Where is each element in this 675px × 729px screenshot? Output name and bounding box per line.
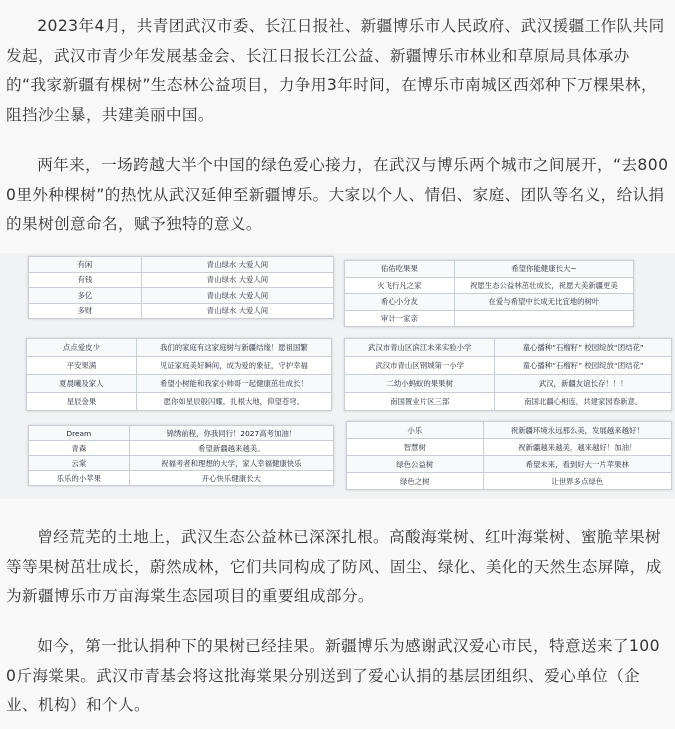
tree-name-cell: 多财 bbox=[29, 303, 142, 319]
tree-name-cell: 点点爱皮少 bbox=[27, 339, 137, 357]
tree-name-cell: Dream bbox=[29, 426, 130, 441]
tree-message-cell: 我们的家庭有这家庭树与新疆结缘！愿祖国繁 bbox=[136, 339, 331, 357]
tree-message-cell: 在爱与希望中长成无比宜地的树叶 bbox=[454, 294, 633, 311]
tree-name-cell: 有闲 bbox=[29, 257, 142, 273]
tree-name-cell: 审计一家亲 bbox=[345, 310, 455, 327]
tree-message-cell: 愿你如星辰般闪耀，扎根大地，仰望苍穹。 bbox=[136, 393, 331, 411]
table-row bbox=[29, 303, 334, 319]
tree-name-cell: 夏晨曦及家人 bbox=[27, 375, 137, 393]
article-paragraph-2: 两年来，一场跨越大半个中国的绿色爱心接力，在武汉与博乐两个城市之间展开，“去8000里外种棵树”的热忱从武汉延伸至新疆博乐。大家以个人、情侣、家庭、团队等名义，给认捐的果树创意命名，赋予独特的意义。 bbox=[6, 156, 669, 233]
tree-name-cell: 绿色之树 bbox=[347, 473, 484, 490]
tree-message-cell: 武汉，新疆友谊长存！！！ bbox=[495, 375, 672, 393]
tree-message-cell: 希望未来，看到好大一片苹果林 bbox=[483, 456, 672, 473]
table-row bbox=[345, 294, 634, 311]
table-row bbox=[27, 339, 332, 357]
table-row bbox=[345, 357, 672, 375]
tree-name-cell: 乐乐的小苹果 bbox=[29, 471, 130, 486]
tree-message-cell: 希望你能健康长大~ bbox=[454, 261, 633, 278]
tree-name-cell: 火飞行凡之家 bbox=[345, 277, 455, 294]
article-paragraph-3: 曾经荒芜的土地上，武汉生态公益林已深深扎根。高酸海棠树、红叶海棠树、蜜脆苹果树等等果树茁壮成长，蔚然成林，它们共同构成了防风、固尘、绿化、美化的天然生态屏障，成为新疆博乐市万亩海棠生态园项目的重要组成部分。 bbox=[6, 528, 662, 605]
tree-message-cell: 青山绿水 大爱人间 bbox=[141, 303, 333, 319]
tree-name-cell: 武汉市青山区钢城第一小学 bbox=[345, 357, 495, 375]
table-row bbox=[29, 288, 334, 304]
table-row bbox=[347, 422, 672, 439]
table-row bbox=[345, 393, 672, 411]
table-row bbox=[29, 272, 334, 288]
tree-message-cell: 祝新疆越来越美，越来越好！加油！ bbox=[483, 439, 672, 456]
tree-message-cell: 让世界多点绿色 bbox=[483, 473, 672, 490]
tree-message-cell: 见证家庭美好瞬间，成为爱的象征，守护幸福 bbox=[136, 357, 331, 375]
tree-name-cell: 多亿 bbox=[29, 288, 142, 304]
table-row bbox=[29, 426, 334, 441]
tree-name-cell: 青森 bbox=[29, 441, 130, 456]
tree-message-cell: 南国北疆心相连，共建家园春新意。 bbox=[495, 393, 672, 411]
tree-name-table bbox=[344, 260, 634, 327]
table-row bbox=[29, 441, 334, 456]
tree-name-cell: 佑佑吃果果 bbox=[345, 261, 455, 278]
tree-message-cell: 童心播种“石榴籽” 校园绽放“团结花” bbox=[495, 339, 672, 357]
tree-name-table bbox=[26, 338, 332, 411]
tree-message-cell: 希望新疆越来越美。 bbox=[129, 441, 333, 456]
tree-name-table bbox=[344, 338, 672, 411]
article-paragraph-1: 2023年4月，共青团武汉市委、长江日报社、新疆博乐市人民政府、武汉援疆工作队共同发起，武汉市青少年发展基金会、长江日报长江公益、新疆博乐市林业和草原局具体承办的“我家新疆有棵树”生态林公益项目，力争用3年时间，在博乐市南城区西郊种下万棵果林，阻挡沙尘暴，共建美丽中国。 bbox=[6, 17, 665, 124]
tree-name-cell: 武汉市青山区滨江未来实验小学 bbox=[345, 339, 495, 357]
tree-name-cell: 智慧树 bbox=[347, 439, 484, 456]
tree-name-table bbox=[28, 256, 334, 319]
table-row bbox=[27, 357, 332, 375]
tree-name-table bbox=[28, 425, 334, 486]
tree-name-cell: 平安果满 bbox=[27, 357, 137, 375]
table-row bbox=[345, 310, 634, 327]
table-row bbox=[345, 375, 672, 393]
tree-message-cell: 青山绿水 大爱人间 bbox=[141, 257, 333, 273]
table-row bbox=[347, 439, 672, 456]
table-row bbox=[345, 277, 634, 294]
table-row bbox=[347, 473, 672, 490]
table-row bbox=[345, 261, 634, 278]
table-row bbox=[29, 456, 334, 471]
tree-message-cell: 祝愿生态公益林茁壮成长，祝愿大美新疆更美 bbox=[454, 277, 633, 294]
tree-message-cell: 祝福考者和理想的大学，家人幸福健康快乐 bbox=[129, 456, 333, 471]
tree-name-cell: 希心小分友 bbox=[345, 294, 455, 311]
tree-message-cell: 锦绣前程，你我同行！2027高考加油！ bbox=[129, 426, 333, 441]
table-row bbox=[27, 393, 332, 411]
tree-message-cell bbox=[454, 310, 633, 327]
tree-message-cell: 希望小树能和我家小帅哥一起健康茁壮成长！ bbox=[136, 375, 331, 393]
table-row bbox=[345, 339, 672, 357]
table-row bbox=[29, 257, 334, 273]
table-row bbox=[29, 471, 334, 486]
tree-message-cell: 祝新疆环境永远那么美，发展越来越好！ bbox=[483, 422, 672, 439]
tree-name-cell: 绿色公益树 bbox=[347, 456, 484, 473]
tree-name-cell: 南国置业片区三部 bbox=[345, 393, 495, 411]
tree-name-cell: 星辰金果 bbox=[27, 393, 137, 411]
tree-message-cell: 童心播种“石榴籽” 校园绽放“团结花” bbox=[495, 357, 672, 375]
tree-name-cell: 小乐 bbox=[347, 422, 484, 439]
tree-name-cell: 云棠 bbox=[29, 456, 130, 471]
table-row bbox=[27, 375, 332, 393]
tree-name-cell: 有钱 bbox=[29, 272, 142, 288]
tree-message-cell: 开心快乐健康长大 bbox=[129, 471, 333, 486]
tree-name-table bbox=[346, 421, 672, 490]
tree-message-cell: 青山绿水 大爱人间 bbox=[141, 272, 333, 288]
article-paragraph-4: 如今，第一批认捐种下的果树已经挂果。新疆博乐为感谢武汉爱心市民，特意送来了1000斤海棠果。武汉市青基会将这批海棠果分别送到了爱心认捐的基层团组织、爱心单位（企业、机构）和个人。 bbox=[6, 637, 660, 714]
tree-name-cell: 二幼小蚂蚁的果果树 bbox=[345, 375, 495, 393]
tree-message-cell: 青山绿水 大爱人间 bbox=[141, 288, 333, 304]
table-row bbox=[347, 456, 672, 473]
